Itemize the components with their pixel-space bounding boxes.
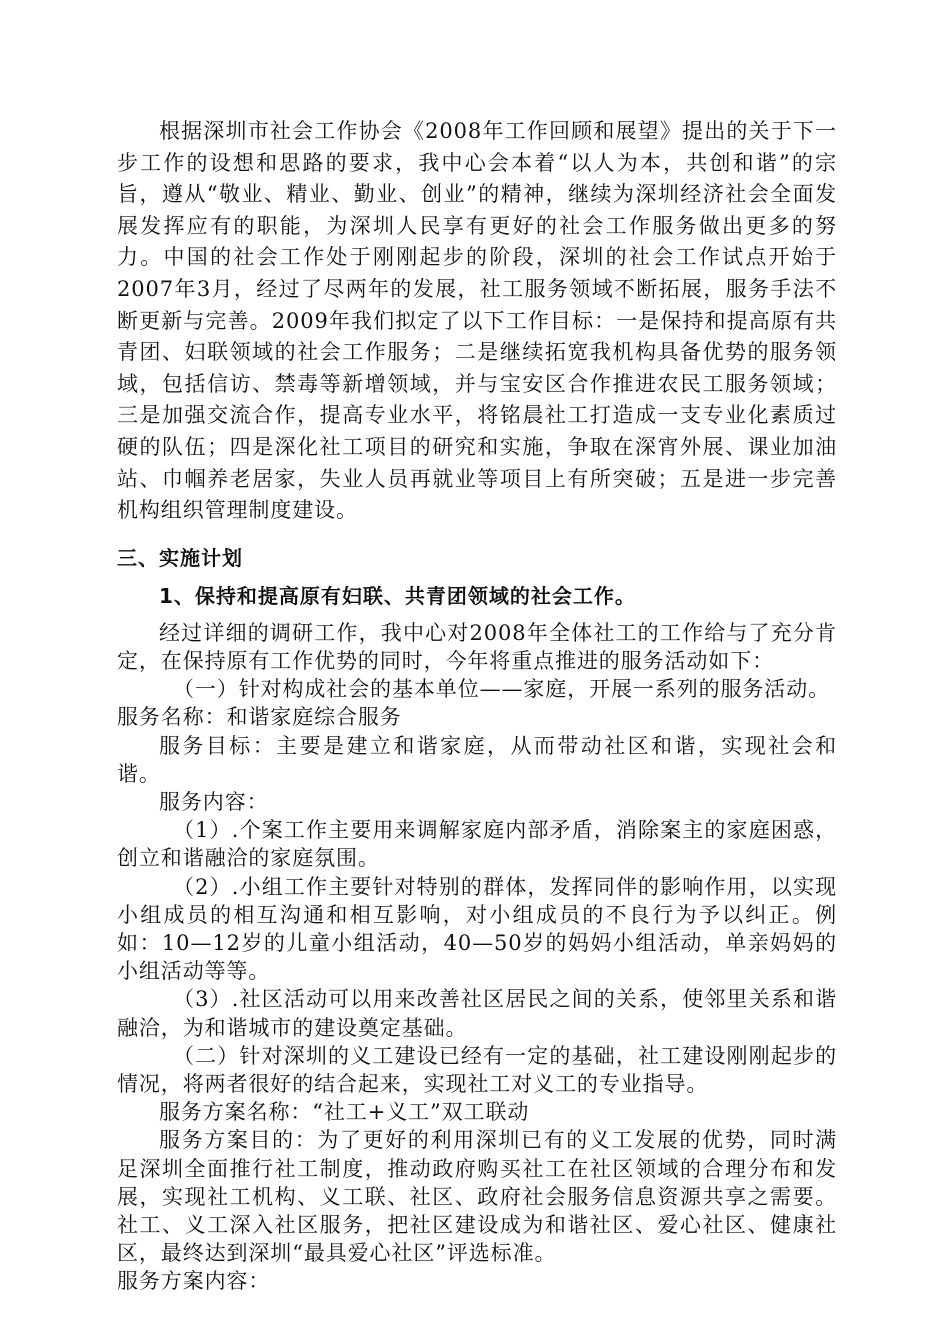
- plan-goal-paragraph: 服务方案目的：为了更好的利用深圳已有的义工发展的优势，同时满足深圳全面推行社工制度，推动政府购买社工在社区领域的合理分布和发展，实现社工机构、义工联、社区、政府社会服务信息资源共享之需要。社工、义工深入社区服务，把社区建设成为和谐社区、爱心社区、健康社区，最终达到深圳“最具爱心社区”评选标准。: [117, 1128, 837, 1266]
- intro-paragraph: 根据深圳市社会工作协会《2008年工作回顾和展望》提出的关于下一步工作的设想和思路的要求，我中心会本着“以人为本，共创和谐”的宗旨，遵从“敬业、精业、勤业、创业”的精神，继续为深圳经济社会全面发展发挥应有的职能，为深圳人民享有更好的社会工作服务做出更多的努力。中国的社会工作处于刚刚起步的阶段，深圳的社会工作试点开始于2007年3月，经过了尽两年的发展，社工服务领域不断拓展，服务手法不断更新与完善。2009年我们拟定了以下工作目标：一是保持和提高原有共青团、妇联领域的社会工作服务；二是继续拓宽我机构具备优势的服务领域，包括信访、禁毒等新增领域，并与宝安区合作推进农民工服务领域；三是加强交流合作，提高专业水平，将铭晨社工打造成一支专业化素质过硬的队伍；四是深化社工项目的研究和实施，争取在深宵外展、课业加油站、巾帼养老居家，失业人员再就业等项目上有所突破；五是进一步完善机构组织管理制度建设。: [117, 119, 837, 523]
- item-two-paragraph: （二）针对深圳的义工建设已经有一定的基础，社工建设刚刚起步的情况，将两者很好的结合起来，实现社工对义工的专业指导。: [117, 1043, 837, 1096]
- plan-content-paragraph: 服务方案内容：: [117, 1269, 271, 1294]
- group-work-paragraph: （2）.小组工作主要针对特别的群体，发挥同伴的影响作用，以实现小组成员的相互沟通和相互影响，对小组成员的不良行为予以纠正。例如：10—12岁的儿童小组活动，40—50岁的妈妈小组活动，单亲妈妈的小组活动等等。: [117, 874, 837, 984]
- service-goal-paragraph: 服务目标：主要是建立和谐家庭，从而带动社区和谐，实现社会和谐。: [117, 733, 837, 786]
- section-heading: 三、实施计划: [117, 545, 243, 570]
- case-work-paragraph: （1）.个案工作主要用来调解家庭内部矛盾，消除案主的家庭困惑，创立和谐融洽的家庭氛围。: [117, 818, 837, 871]
- document-body: [117, 116, 837, 1296]
- review-paragraph: 经过详细的调研工作，我中心对2008年全体社工的工作给与了充分肯定，在保持原有工作优势的同时，今年将重点推进的服务活动如下：: [117, 620, 837, 673]
- plan-name-paragraph: 服务方案名称：“社工+义工”双工联动: [159, 1100, 530, 1125]
- subsection-heading: 1、保持和提高原有妇联、共青团领域的社会工作。: [159, 583, 636, 608]
- item-one-paragraph: （一）针对构成社会的基本单位——家庭，开展一系列的服务活动。: [173, 677, 830, 702]
- service-name-paragraph: 服务名称：和谐家庭综合服务: [117, 705, 402, 730]
- community-activity-paragraph: （3）.社区活动可以用来改善社区居民之间的关系，使邻里关系和谐融洽，为和谐城市的建设奠定基础。: [117, 987, 837, 1040]
- service-content-paragraph: 服务内容：: [159, 789, 269, 814]
